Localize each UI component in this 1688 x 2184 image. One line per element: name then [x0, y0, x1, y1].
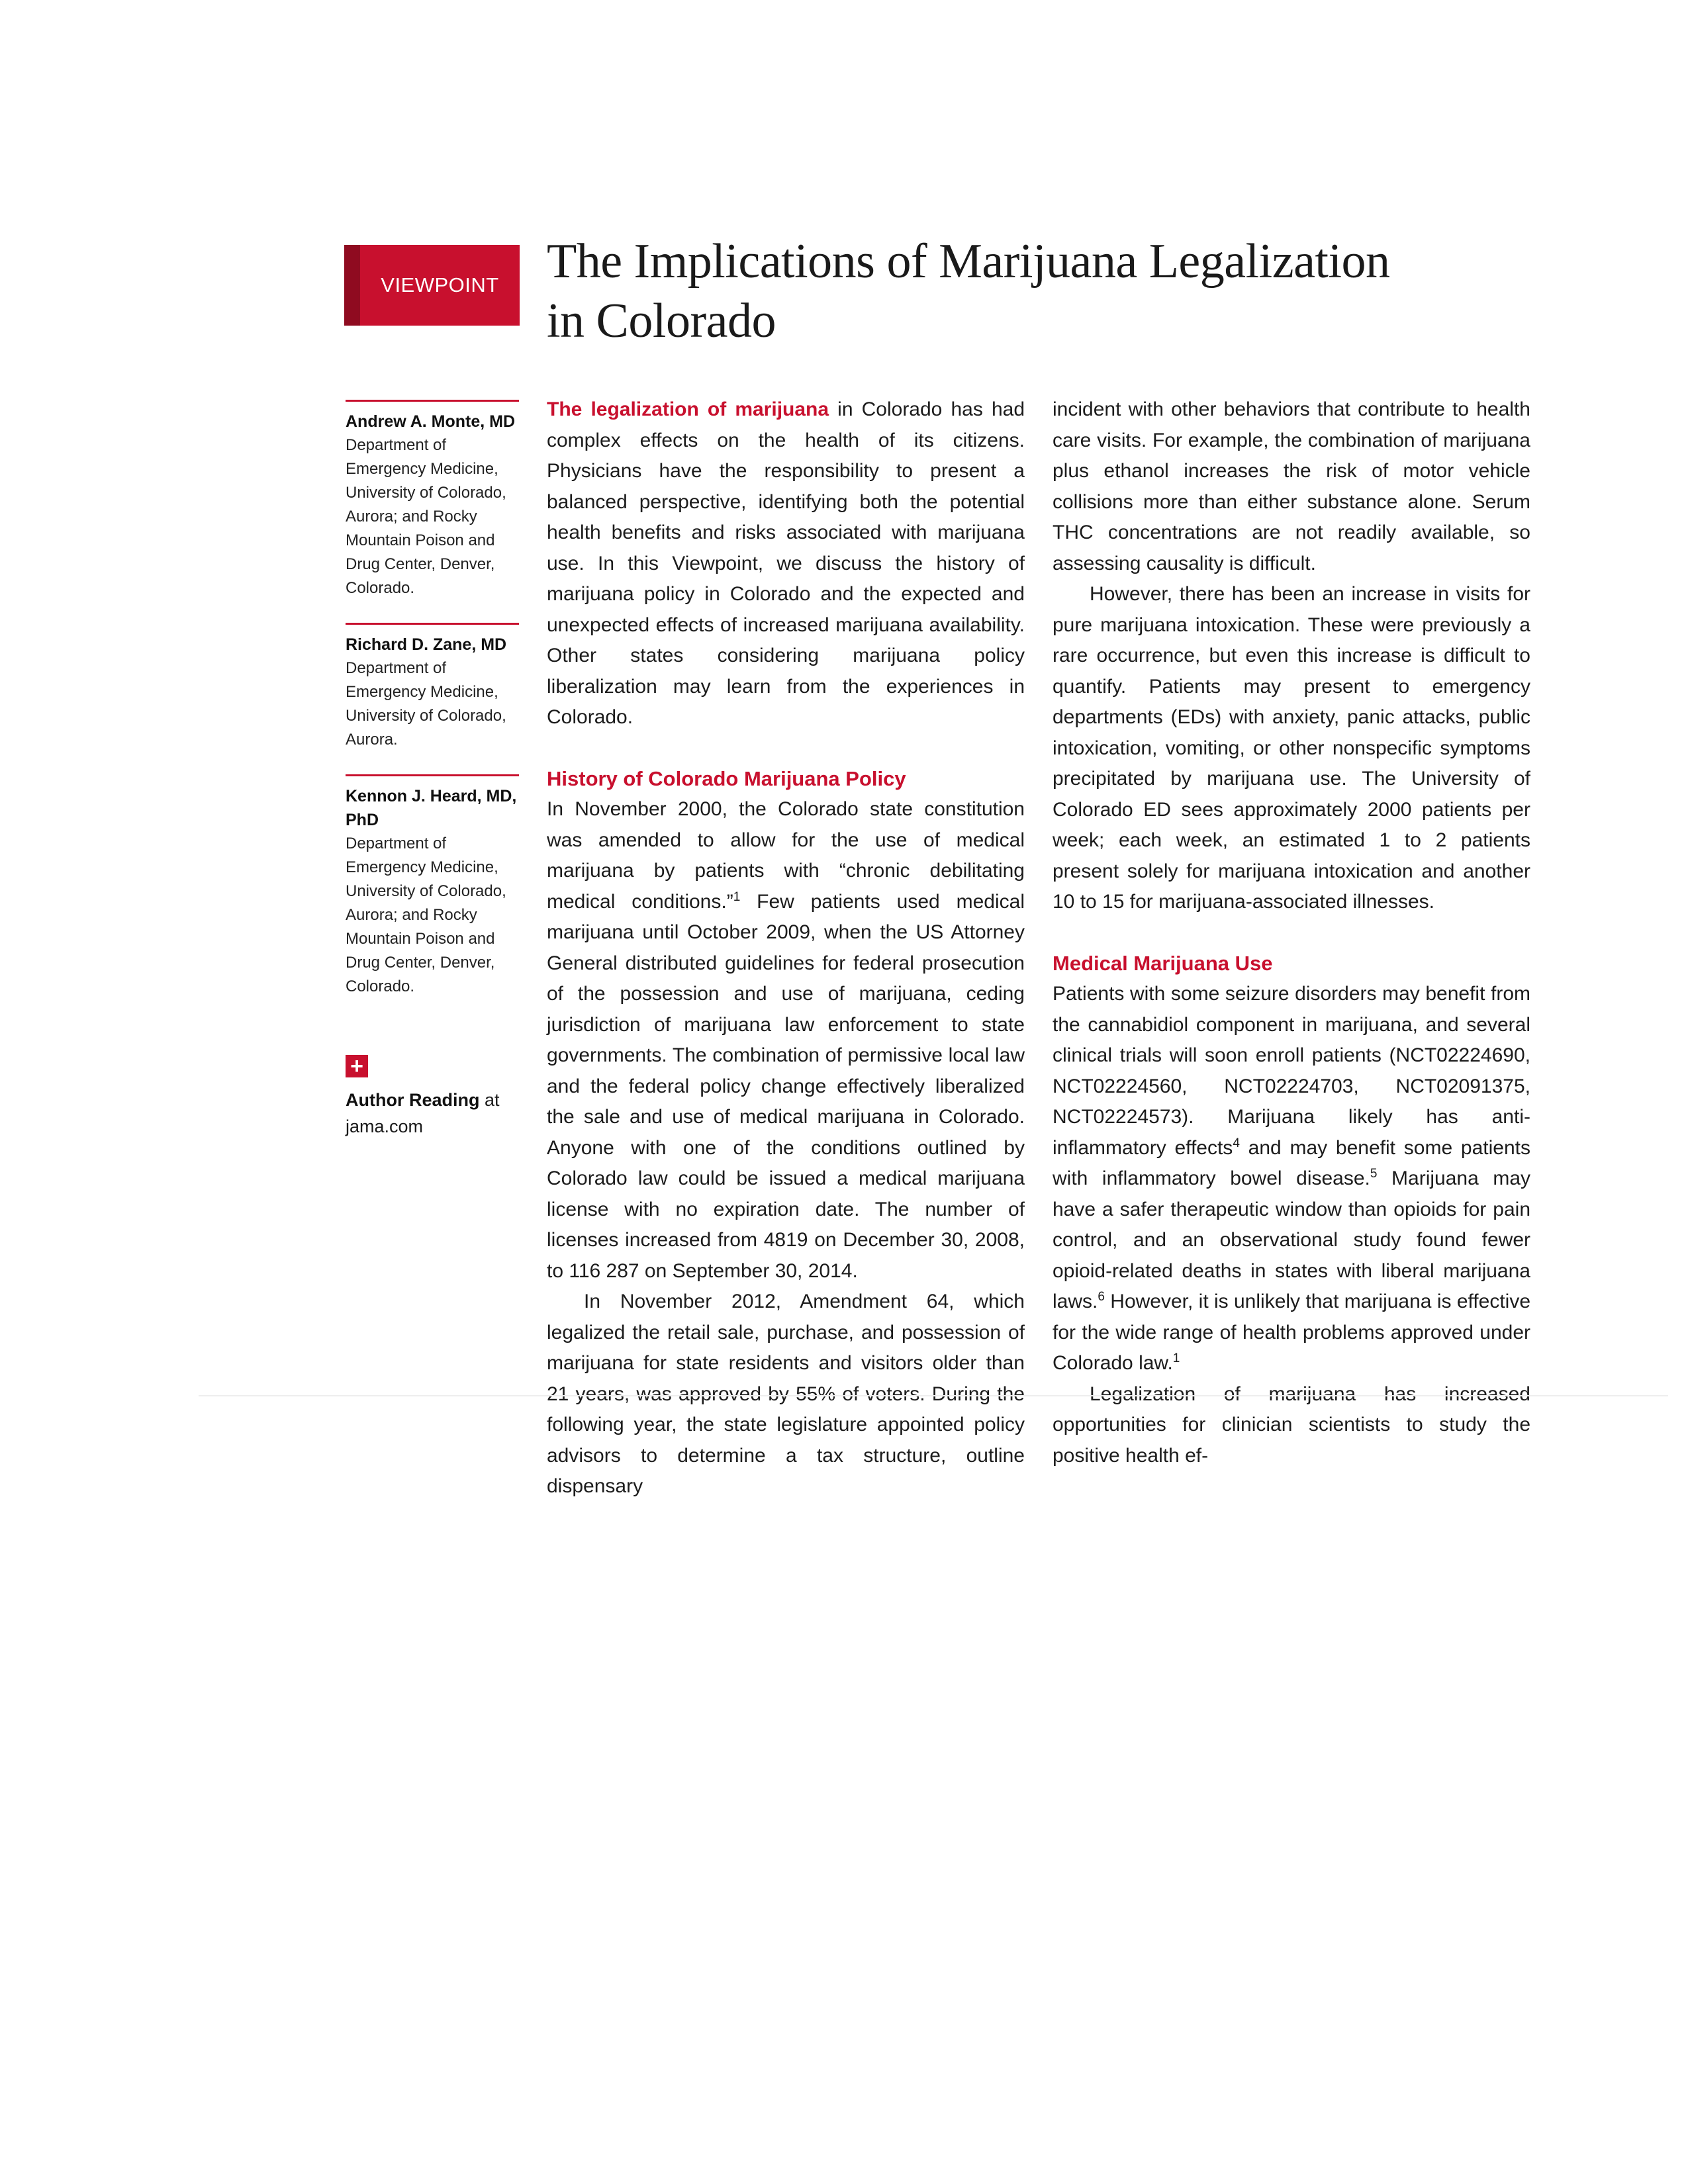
viewpoint-badge: VIEWPOINT — [344, 245, 520, 326]
author-affiliation: Department of Emergency Medicine, University of Colorado, Aurora; and Rocky Mountain Poison and Drug Center, Denver, Colorado. — [346, 835, 506, 995]
paragraph-text: and may benefit some patients with inflammatory bowel disease. — [1053, 1136, 1530, 1189]
reference-1: 1 — [1172, 1351, 1180, 1365]
author-block — [346, 774, 519, 999]
author-affiliation: Department of Emergency Medicine, University of Colorado, Aurora. — [346, 659, 506, 749]
author-block — [346, 623, 519, 752]
lead-in: The legalization of marijuana — [547, 398, 829, 420]
intro-text: in Colorado has had complex effects on the health of its citizens. Physicians have the responsibility to present a balanced perspective, identifying both the potential health benefits and risks associated with marijuana use. In this Viewpoint, we discuss the history of marijuana policy in Colorado and the expected and unexpected effects of increased marijuana availability. Other states considering marijuana policy liberalization may learn from the experiences in Colorado. — [547, 398, 1025, 728]
paragraph-text: Marijuana may have a safer therapeutic window than opioids for pain control, and an observational study found fewer opioid-related deaths in states with liberal marijuana laws. — [1053, 1167, 1531, 1312]
author-reading-label: Author Reading — [346, 1090, 480, 1110]
author-affiliation: Department of Emergency Medicine, University of Colorado, Aurora; and Rocky Mountain Poison and Drug Center, Denver, Colorado. — [346, 436, 506, 597]
section-heading-history: History of Colorado Marijuana Policy — [547, 766, 906, 790]
paragraph-text: However, it is unlikely that marijuana is effective for the wide range of health problems approved under Colorado law. — [1053, 1291, 1531, 1374]
intro-paragraph — [547, 394, 1025, 733]
section-heading-medical-use: Medical Marijuana Use — [1053, 951, 1273, 975]
author-name: Richard D. Zane, MD — [346, 635, 507, 654]
paragraph-text: Few patients used medical marijuana until October 2009, when the US Attorney General distributed guidelines for federal prosecution of the possession and use of marijuana, ceding jurisdiction of marijuana law enforcement to state governments. The combination of permissive local law and the federal policy change effectively liberalized the sale and use of medical marijuana in Colorado. Anyone with one of the conditions outlined by Colorado law could be issued a medical marijuana license with no expiration date. The number of licenses increased from 4819 on December 30, 2008, to 116 287 on September 30, 2014. — [547, 890, 1025, 1282]
author-list — [346, 400, 519, 1021]
reference-4: 4 — [1233, 1136, 1240, 1150]
author-reading-suffix: at jama.com — [346, 1090, 500, 1136]
reference-5: 5 — [1370, 1167, 1378, 1181]
plus-icon: + — [346, 1055, 368, 1077]
article-title — [547, 232, 1540, 351]
page-fold-divider — [199, 1395, 1668, 1396]
continued-paragraph: incident with other behaviors that contribute to health care visits. For example, the combination of marijuana plus ethanol increases the risk of motor vehicle collisions more than either substance alone. Serum THC concentrations are not readily available, so assessing causality is difficult. — [1053, 398, 1530, 574]
paragraph-text: In November 2000, the Colorado state constitution was amended to allow for the use of medical marijuana by patients with “chronic debilitating medical conditions.” — [547, 798, 1025, 913]
author-name: Kennon J. Heard, MD, PhD — [346, 787, 517, 829]
body-column-right — [1053, 394, 1531, 1467]
author-block — [346, 400, 519, 600]
history-paragraph-1 — [547, 794, 1025, 1287]
author-name: Andrew A. Monte, MD — [346, 412, 516, 431]
ed-visits-paragraph: However, there has been an increase in visits for pure marijuana intoxication. These were previously a rare occurrence, but even this increase is difficult to quantify. Patients may present to emergency departments (EDs) with anxiety, panic attacks, public intoxication, vomiting, or other nonspecific symptoms precipitated by marijuana use. The University of Colorado ED sees approximately 2000 patients per week; each week, an estimated 1 to 2 patients present solely for marijuana intoxication and another 10 to 15 for marijuana-associated illnesses. — [1053, 583, 1530, 913]
author-reading-link[interactable] — [346, 1055, 519, 1140]
title-line-2: in Colorado — [547, 294, 776, 348]
reference-1: 1 — [733, 889, 741, 904]
history-paragraph-2: In November 2012, Amendment 64, which legalized the retail sale, purchase, and possession of marijuana for state residents and visitors older than 21 years, was approved by 55% of voters. During the following year, the state legislature appointed policy advisors to determine a tax structure, outline dispensary — [547, 1291, 1025, 1497]
title-line-1: The Implications of Marijuana Legalization — [547, 234, 1390, 289]
paragraph-text: Patients with some seizure disorders may benefit from the cannabidiol component in marijuana, and several clinical trials will soon enroll patients (NCT02224690, NCT02224560, NCT02224703, NCT02091375, NCT02224573). Marijuana likely has anti-inflammatory effects — [1053, 983, 1530, 1159]
research-paragraph: Legalization of marijuana has increased opportunities for clinician scientists to study the positive health ef- — [1053, 1383, 1530, 1467]
medical-use-paragraph — [1053, 979, 1530, 1379]
reference-6: 6 — [1098, 1290, 1105, 1304]
body-column-left — [547, 394, 1025, 1497]
